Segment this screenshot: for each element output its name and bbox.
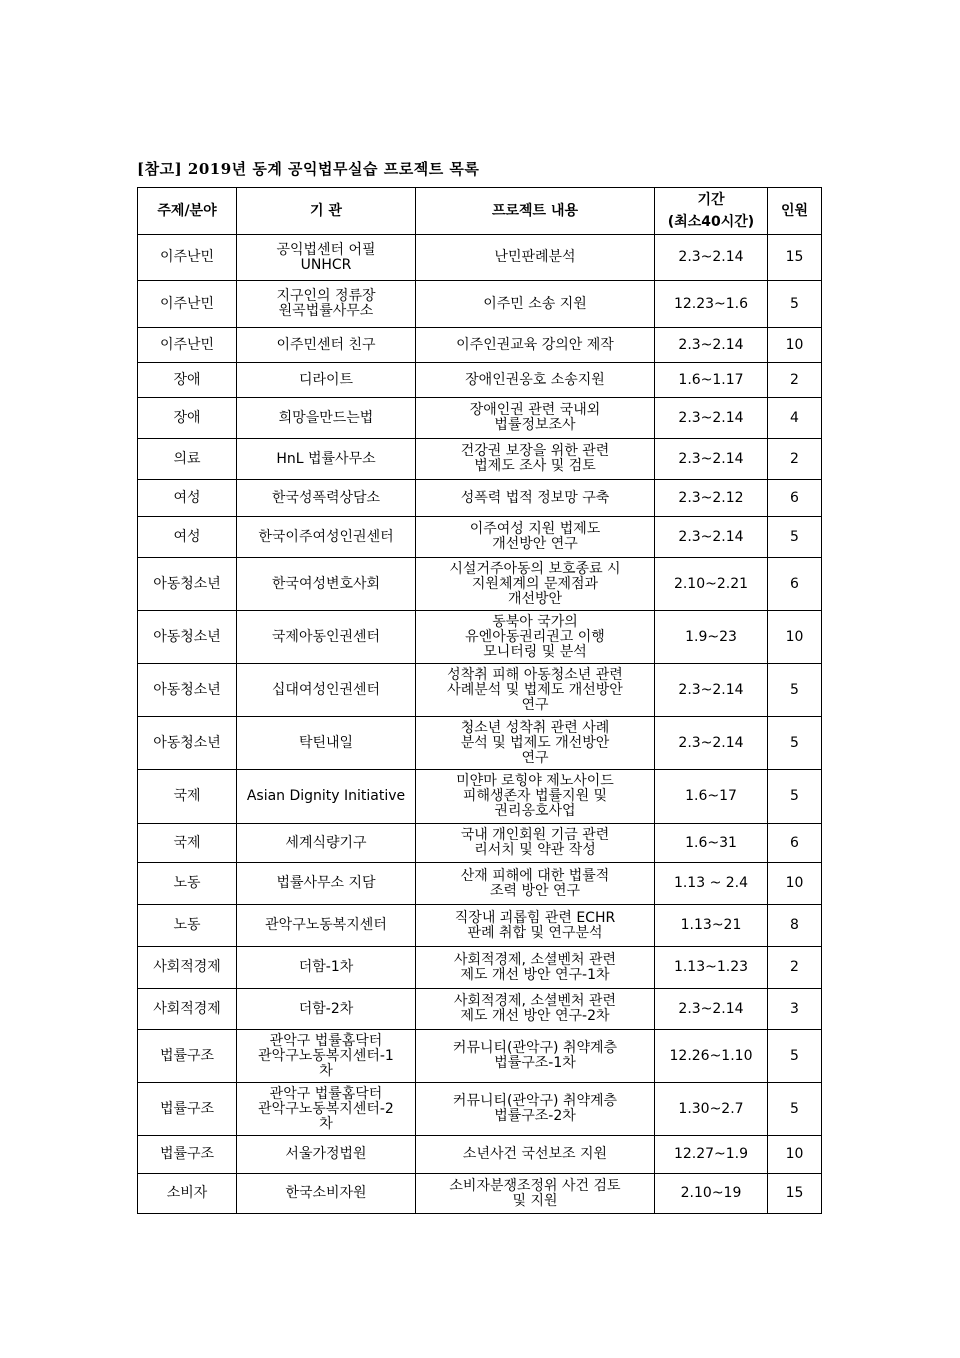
cell-org <box>237 824 416 863</box>
cell-period-text: 1.9~23 <box>685 628 737 645</box>
cell-people-text: 6 <box>790 834 799 851</box>
table-row <box>138 664 822 717</box>
cell-people <box>768 480 822 517</box>
cell-content-text: 장애인권옹호 소송지원 <box>465 371 605 388</box>
table-row <box>138 328 822 363</box>
cell-org-text: 지구인의 정류장 원곡법률사무소 <box>276 288 376 319</box>
table-row <box>138 947 822 989</box>
cell-topic <box>138 363 237 398</box>
cell-period <box>655 1030 768 1083</box>
cell-period <box>655 363 768 398</box>
table-row <box>138 281 822 328</box>
cell-people <box>768 905 822 947</box>
cell-topic-text: 아동청소년 <box>153 575 221 592</box>
cell-org <box>237 989 416 1030</box>
cell-people <box>768 1136 822 1174</box>
cell-people <box>768 611 822 664</box>
cell-content <box>416 664 655 717</box>
cell-org-text: 세계식량기구 <box>285 834 367 851</box>
cell-org-text: HnL 법률사무소 <box>276 450 376 467</box>
cell-topic <box>138 517 237 558</box>
table-row <box>138 480 822 517</box>
cell-org <box>237 235 416 281</box>
table-row <box>138 989 822 1030</box>
cell-period <box>655 328 768 363</box>
cell-topic <box>138 1083 237 1136</box>
cell-org-text: 한국소비자원 <box>285 1185 367 1201</box>
cell-topic <box>138 863 237 905</box>
cell-org-text: 공익법센터 어필 UNHCR <box>276 241 376 273</box>
cell-topic <box>138 480 237 517</box>
cell-org <box>237 1174 416 1214</box>
cell-people-text: 5 <box>790 1047 799 1064</box>
cell-topic-text: 아동청소년 <box>153 628 221 645</box>
cell-org <box>237 439 416 480</box>
cell-people-text: 5 <box>790 734 799 751</box>
cell-org-text: 관악구 법률홈닥터 관악구노동복지센터-2 차 <box>258 1085 394 1132</box>
cell-people <box>768 1030 822 1083</box>
cell-org <box>237 1030 416 1083</box>
cell-people-text: 8 <box>790 917 799 933</box>
cell-org-text: 이주민센터 친구 <box>276 336 376 353</box>
cell-org <box>237 281 416 328</box>
table-row <box>138 717 822 770</box>
cell-period <box>655 1083 768 1136</box>
cell-topic <box>138 664 237 717</box>
cell-people-text: 15 <box>785 1185 804 1201</box>
cell-topic-text: 노동 <box>173 917 201 933</box>
cell-content <box>416 717 655 770</box>
cell-content <box>416 480 655 517</box>
cell-content <box>416 905 655 947</box>
cell-people <box>768 1083 822 1136</box>
cell-topic-text: 법률구조 <box>159 1146 215 1162</box>
cell-content-text: 성착취 피해 아동청소년 관련 사례분석 및 법제도 개선방안 연구 <box>447 666 623 713</box>
page-title: [참고] 2019년 동계 공익법무실습 프로젝트 목록 <box>137 160 480 178</box>
cell-people-text: 3 <box>790 1000 799 1017</box>
cell-topic <box>138 398 237 439</box>
cell-topic <box>138 1030 237 1083</box>
cell-content-text: 미얀마 로힝야 제노사이드 피해생존자 법률지원 및 권리옹호사업 <box>456 773 614 819</box>
cell-period <box>655 905 768 947</box>
table-header-row <box>138 188 822 235</box>
cell-people <box>768 235 822 281</box>
table-row <box>138 363 822 398</box>
cell-topic-text: 법률구조 <box>159 1047 215 1064</box>
cell-period <box>655 989 768 1030</box>
cell-topic-text: 여성 <box>173 489 201 506</box>
cell-org <box>237 1136 416 1174</box>
cell-people <box>768 281 822 328</box>
cell-period <box>655 770 768 824</box>
cell-people <box>768 363 822 398</box>
cell-period-text: 2.3~2.14 <box>678 528 744 545</box>
cell-topic <box>138 611 237 664</box>
cell-people-text: 5 <box>790 681 799 698</box>
cell-org <box>237 480 416 517</box>
cell-topic-text: 소비자 <box>166 1185 208 1201</box>
cell-org <box>237 905 416 947</box>
cell-org-text: 더함-2차 <box>298 1000 354 1017</box>
cell-content-text: 사회적경제, 소셜벤처 관련 제도 개선 방안 연구-2차 <box>453 993 617 1024</box>
cell-content-text: 직장내 괴롭힘 관련 ECHR 판례 취합 및 연구분석 <box>454 909 616 941</box>
cell-org-text: 십대여성인권센터 <box>271 681 381 698</box>
cell-people-text: 10 <box>785 628 804 645</box>
table-row <box>138 824 822 863</box>
cell-period <box>655 863 768 905</box>
cell-topic <box>138 328 237 363</box>
cell-topic-text: 이주난민 <box>159 249 215 265</box>
cell-content <box>416 1136 655 1174</box>
cell-period <box>655 824 768 863</box>
cell-period <box>655 398 768 439</box>
cell-topic-text: 아동청소년 <box>153 734 221 751</box>
table-row <box>138 558 822 611</box>
cell-content-text: 이주민 소송 지원 <box>483 295 587 312</box>
cell-people <box>768 558 822 611</box>
cell-people <box>768 1174 822 1214</box>
cell-content <box>416 281 655 328</box>
cell-content-text: 건강권 보장을 위한 관련 법제도 조사 및 검토 <box>460 443 610 474</box>
header-topic: 주제/분야 <box>138 188 237 235</box>
cell-topic-text: 장애 <box>173 371 201 388</box>
cell-content-text: 이주여성 지원 법제도 개선방안 연구 <box>469 521 601 552</box>
cell-people-text: 10 <box>785 1146 804 1162</box>
table-row <box>138 770 822 824</box>
cell-content-text: 시설거주아동의 보호종료 시 지원체계의 문제점과 개선방안 <box>449 560 621 607</box>
cell-content <box>416 517 655 558</box>
cell-topic-text: 의료 <box>173 450 201 467</box>
cell-people-text: 5 <box>790 528 799 545</box>
cell-content-text: 성폭력 법적 정보망 구축 <box>460 489 610 506</box>
cell-period-text: 1.6~17 <box>685 788 737 804</box>
cell-content <box>416 989 655 1030</box>
cell-topic-text: 국제 <box>173 834 201 851</box>
cell-period-text: 1.30~2.7 <box>678 1100 744 1117</box>
cell-content-text: 국내 개인회원 기금 관련 리서치 및 약관 작성 <box>460 827 610 858</box>
cell-topic-text: 국제 <box>173 788 201 804</box>
cell-period-text: 2.3~2.14 <box>678 734 744 751</box>
cell-content-text: 커뮤니티(관악구) 취약계층 법률구조-1차 <box>452 1040 618 1071</box>
cell-org-text: 한국성폭력상담소 <box>271 489 381 506</box>
cell-period <box>655 1136 768 1174</box>
cell-period-text: 1.13 ~ 2.4 <box>673 875 749 891</box>
table-row <box>138 1083 822 1136</box>
cell-people-text: 15 <box>785 249 804 265</box>
cell-people <box>768 517 822 558</box>
cell-period-text: 12.23~1.6 <box>673 295 749 312</box>
cell-content <box>416 328 655 363</box>
cell-content <box>416 611 655 664</box>
cell-org <box>237 717 416 770</box>
cell-people-text: 6 <box>790 575 799 592</box>
cell-topic-text: 아동청소년 <box>153 681 221 698</box>
cell-people <box>768 439 822 480</box>
header-period: 기간 (최소40시간) <box>655 188 768 235</box>
cell-org <box>237 863 416 905</box>
cell-period-text: 1.13~1.23 <box>673 959 749 975</box>
cell-topic-text: 법률구조 <box>159 1100 215 1117</box>
cell-content <box>416 439 655 480</box>
cell-org-text: 희망을만드는법 <box>278 409 374 426</box>
cell-people <box>768 328 822 363</box>
cell-topic <box>138 905 237 947</box>
cell-org-text: 서울가정법원 <box>285 1146 367 1162</box>
cell-people-text: 10 <box>785 336 804 353</box>
cell-people-text: 2 <box>790 450 799 467</box>
cell-topic <box>138 439 237 480</box>
cell-people <box>768 664 822 717</box>
cell-content-text: 동북아 국가의 유엔아동권리권고 이행 모니터링 및 분석 <box>465 613 605 660</box>
cell-topic <box>138 1136 237 1174</box>
cell-content-text: 산재 피해에 대한 법률적 조력 방안 연구 <box>460 867 610 899</box>
cell-period <box>655 664 768 717</box>
header-content: 프로젝트 내용 <box>416 188 655 235</box>
cell-people-text: 4 <box>790 409 799 426</box>
cell-org-text: 디라이트 <box>298 371 354 388</box>
cell-topic <box>138 770 237 824</box>
cell-period <box>655 558 768 611</box>
cell-content-text: 장애인권 관련 국내외 법률정보조사 <box>469 402 601 433</box>
cell-people <box>768 863 822 905</box>
cell-people-text: 5 <box>790 788 799 804</box>
cell-content <box>416 1030 655 1083</box>
cell-people-text: 10 <box>785 875 804 891</box>
cell-org <box>237 398 416 439</box>
cell-org-text: 관악구 법률홈닥터 관악구노동복지센터-1 차 <box>258 1032 394 1079</box>
cell-people <box>768 947 822 989</box>
cell-people <box>768 717 822 770</box>
cell-people <box>768 398 822 439</box>
cell-org <box>237 664 416 717</box>
cell-topic-text: 장애 <box>173 409 201 426</box>
cell-content <box>416 1174 655 1214</box>
cell-content <box>416 558 655 611</box>
cell-people-text: 5 <box>790 295 799 312</box>
cell-org <box>237 558 416 611</box>
cell-topic-text: 여성 <box>173 528 201 545</box>
cell-org-text: 한국이주여성인권센터 <box>258 528 394 545</box>
cell-period-text: 2.10~2.21 <box>673 575 749 592</box>
cell-people-text: 6 <box>790 489 799 506</box>
cell-period-text: 1.13~21 <box>680 917 742 933</box>
cell-topic <box>138 558 237 611</box>
cell-topic <box>138 235 237 281</box>
cell-topic <box>138 824 237 863</box>
cell-period-text: 2.3~2.14 <box>678 1000 744 1017</box>
cell-topic <box>138 947 237 989</box>
cell-period <box>655 947 768 989</box>
cell-content-text: 소년사건 국선보조 지원 <box>462 1146 608 1162</box>
cell-period <box>655 235 768 281</box>
cell-period-text: 2.10~19 <box>680 1185 742 1201</box>
cell-period-text: 2.3~2.14 <box>678 409 744 426</box>
cell-content <box>416 235 655 281</box>
cell-content <box>416 363 655 398</box>
cell-people-text: 5 <box>790 1100 799 1117</box>
cell-period-text: 12.27~1.9 <box>673 1146 749 1162</box>
cell-period-text: 2.3~2.12 <box>678 489 744 506</box>
cell-period-text: 2.3~2.14 <box>678 681 744 698</box>
cell-topic <box>138 989 237 1030</box>
cell-org <box>237 517 416 558</box>
cell-people-text: 2 <box>790 959 799 975</box>
table-row <box>138 1030 822 1083</box>
cell-topic-text: 사회적경제 <box>153 1000 221 1017</box>
table-row <box>138 611 822 664</box>
cell-topic-text: 이주난민 <box>159 295 215 312</box>
cell-org <box>237 328 416 363</box>
cell-content-text: 청소년 성착취 관련 사례 분석 및 법제도 개선방안 연구 <box>460 719 610 766</box>
table-row <box>138 439 822 480</box>
cell-content <box>416 770 655 824</box>
cell-org-text: 법률사무소 지담 <box>276 875 376 891</box>
cell-people-text: 2 <box>790 371 799 388</box>
cell-content <box>416 1083 655 1136</box>
cell-content <box>416 863 655 905</box>
cell-content-text: 난민판례분석 <box>494 249 576 265</box>
cell-org-text: 탁틴내일 <box>298 734 354 751</box>
cell-period <box>655 717 768 770</box>
cell-content-text: 커뮤니티(관악구) 취약계층 법률구조-2차 <box>452 1093 618 1124</box>
table-row <box>138 517 822 558</box>
cell-content <box>416 824 655 863</box>
cell-period <box>655 480 768 517</box>
cell-people <box>768 824 822 863</box>
table-row <box>138 1174 822 1214</box>
cell-org-text: 국제아동인권센터 <box>271 628 381 645</box>
cell-content-text: 소비자분쟁조정위 사건 검토 및 지원 <box>449 1177 621 1209</box>
cell-period-text: 1.6~1.17 <box>678 371 744 388</box>
cell-org <box>237 1083 416 1136</box>
cell-topic-text: 이주난민 <box>159 336 215 353</box>
cell-period-text: 12.26~1.10 <box>669 1047 753 1064</box>
table-row <box>138 863 822 905</box>
cell-content-text: 사회적경제, 소셜벤처 관련 제도 개선 방안 연구-1차 <box>453 951 617 983</box>
cell-org <box>237 770 416 824</box>
table-row <box>138 905 822 947</box>
cell-topic <box>138 1174 237 1214</box>
cell-content <box>416 947 655 989</box>
cell-period-text: 2.3~2.14 <box>678 336 744 353</box>
cell-period-text: 2.3~2.14 <box>678 249 744 265</box>
table-body <box>138 235 822 1214</box>
cell-period <box>655 439 768 480</box>
cell-topic-text: 사회적경제 <box>153 959 221 975</box>
cell-content-text: 이주인권교육 강의안 제작 <box>456 336 614 353</box>
cell-people <box>768 989 822 1030</box>
cell-org <box>237 363 416 398</box>
cell-org-text: 한국여성변호사회 <box>271 575 381 592</box>
cell-content <box>416 398 655 439</box>
cell-topic <box>138 717 237 770</box>
cell-period-text: 1.6~31 <box>685 834 737 851</box>
cell-org <box>237 611 416 664</box>
header-people: 인원 <box>768 188 822 235</box>
table-row <box>138 235 822 281</box>
cell-org-text: 관악구노동복지센터 <box>265 917 387 933</box>
cell-period <box>655 281 768 328</box>
project-table <box>137 187 822 1214</box>
cell-org-text: 더함-1차 <box>298 959 354 975</box>
cell-period <box>655 611 768 664</box>
table-row <box>138 398 822 439</box>
header-org: 기 관 <box>237 188 416 235</box>
cell-period <box>655 517 768 558</box>
cell-period <box>655 1174 768 1214</box>
cell-people <box>768 770 822 824</box>
cell-org <box>237 947 416 989</box>
table-row <box>138 1136 822 1174</box>
cell-topic <box>138 281 237 328</box>
cell-org-text: Asian Dignity Initiative <box>246 788 406 804</box>
cell-period-text: 2.3~2.14 <box>678 450 744 467</box>
cell-topic-text: 노동 <box>173 875 201 891</box>
